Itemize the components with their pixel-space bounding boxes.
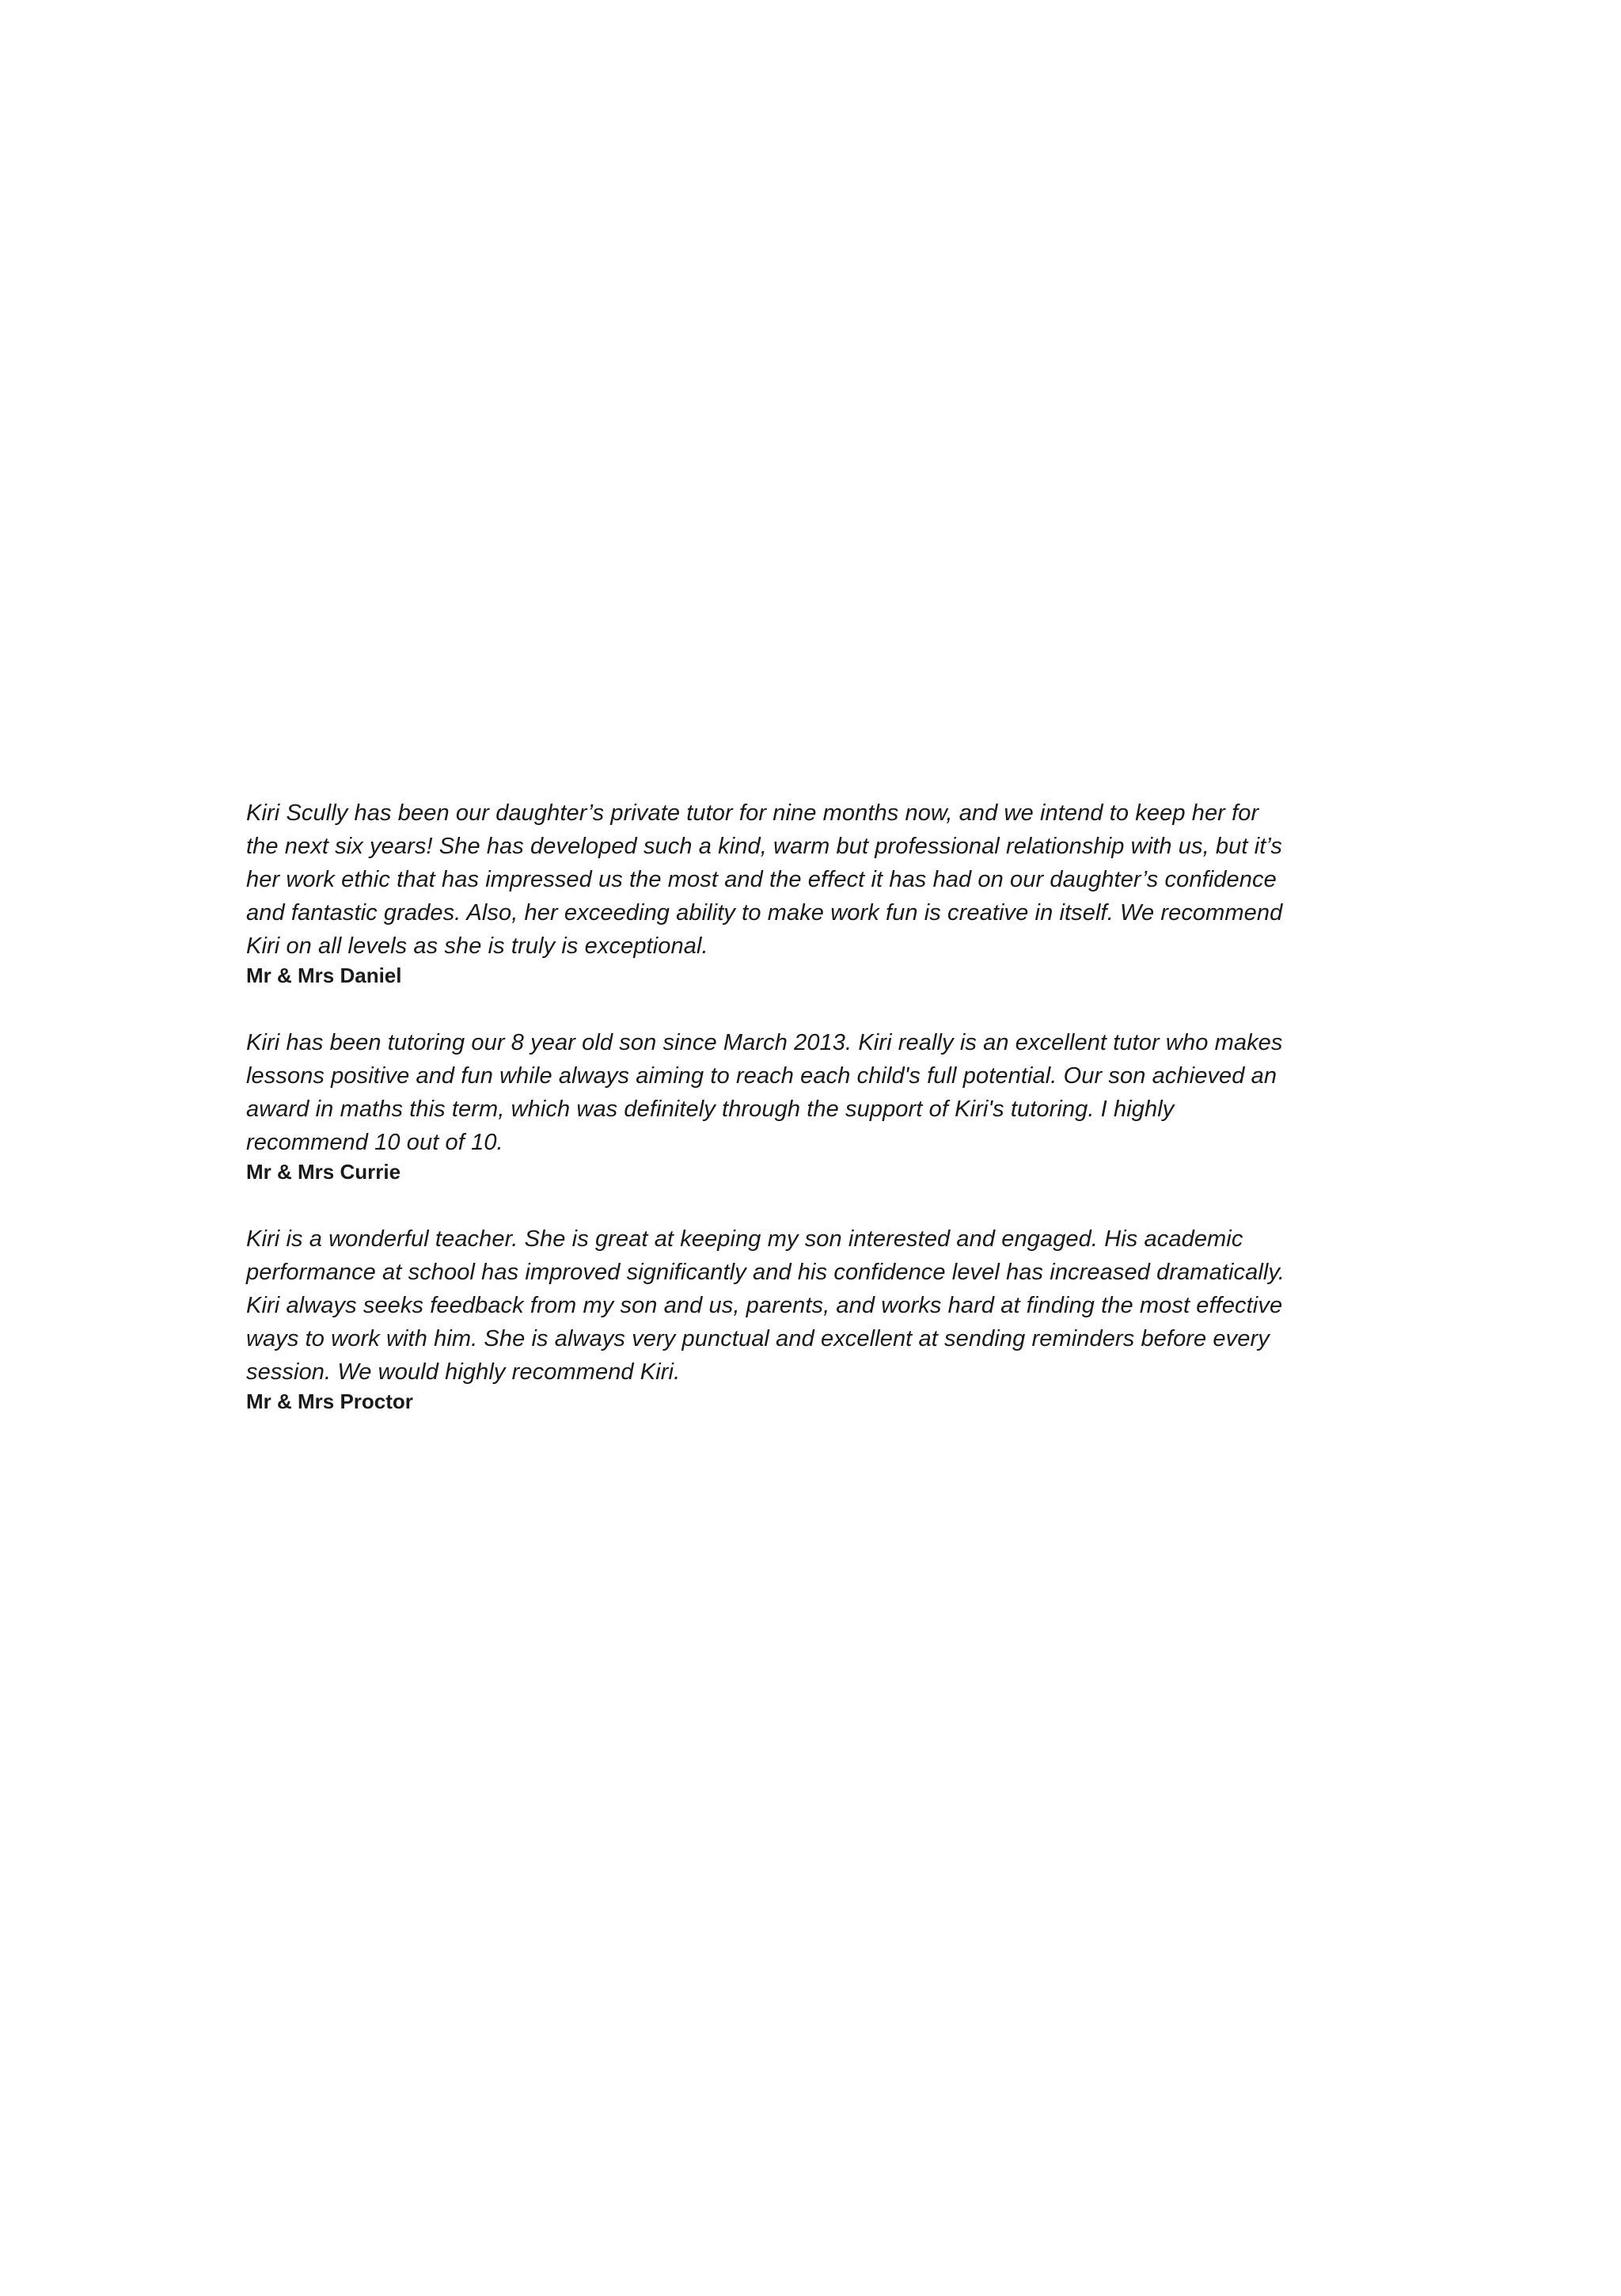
quote-line: and fantastic grades. Also, her exceeding ability to make work fun is creative in itself. We recommend [246,900,1283,926]
testimonial-author: Mr & Mrs Proctor [246,1389,413,1413]
quote-line: Kiri is a wonderful teacher. She is great at keeping my son interested and engaged. His academic [246,1226,1243,1252]
quote-line: Kiri always seeks feedback from my son and us, parents, and works hard at finding the most effective [246,1293,1283,1318]
quote-line: the next six years! She has developed such a kind, warm but professional relationship with us, but it’s [246,834,1283,859]
quote-line: session. We would highly recommend Kiri. [246,1359,681,1385]
testimonial-quote [246,1026,1378,1159]
quote-line: recommend 10 out of 10. [246,1130,503,1155]
quote-line: lessons positive and fun while always aiming to reach each child's full potential. Our son achieved an [246,1063,1277,1089]
testimonial-author: Mr & Mrs Daniel [246,964,402,987]
quote-line: award in maths this term, which was definitely through the support of Kiri's tutoring. I highly [246,1097,1175,1122]
testimonial-proctor [246,1222,1378,1414]
quote-line: ways to work with him. She is always very punctual and excellent at sending reminders before every [246,1326,1270,1351]
quote-line: Kiri Scully has been our daughter’s private tutor for nine months now, and we intend to keep her for [246,800,1259,826]
testimonial-currie [246,1026,1378,1184]
testimonials-section [246,796,1378,1452]
testimonial-quote [246,796,1378,963]
quote-line: Kiri on all levels as she is truly is exceptional. [246,933,708,959]
quote-line: performance at school has improved significantly and his confidence level has increased dramatically. [246,1260,1285,1285]
testimonial-author: Mr & Mrs Currie [246,1160,401,1184]
testimonial-quote [246,1222,1378,1389]
quote-line: her work ethic that has impressed us the most and the effect it has had on our daughter’s confidence [246,867,1277,892]
quote-line: Kiri has been tutoring our 8 year old son since March 2013. Kiri really is an excellent tutor who makes [246,1030,1283,1055]
testimonial-daniel [246,796,1378,988]
